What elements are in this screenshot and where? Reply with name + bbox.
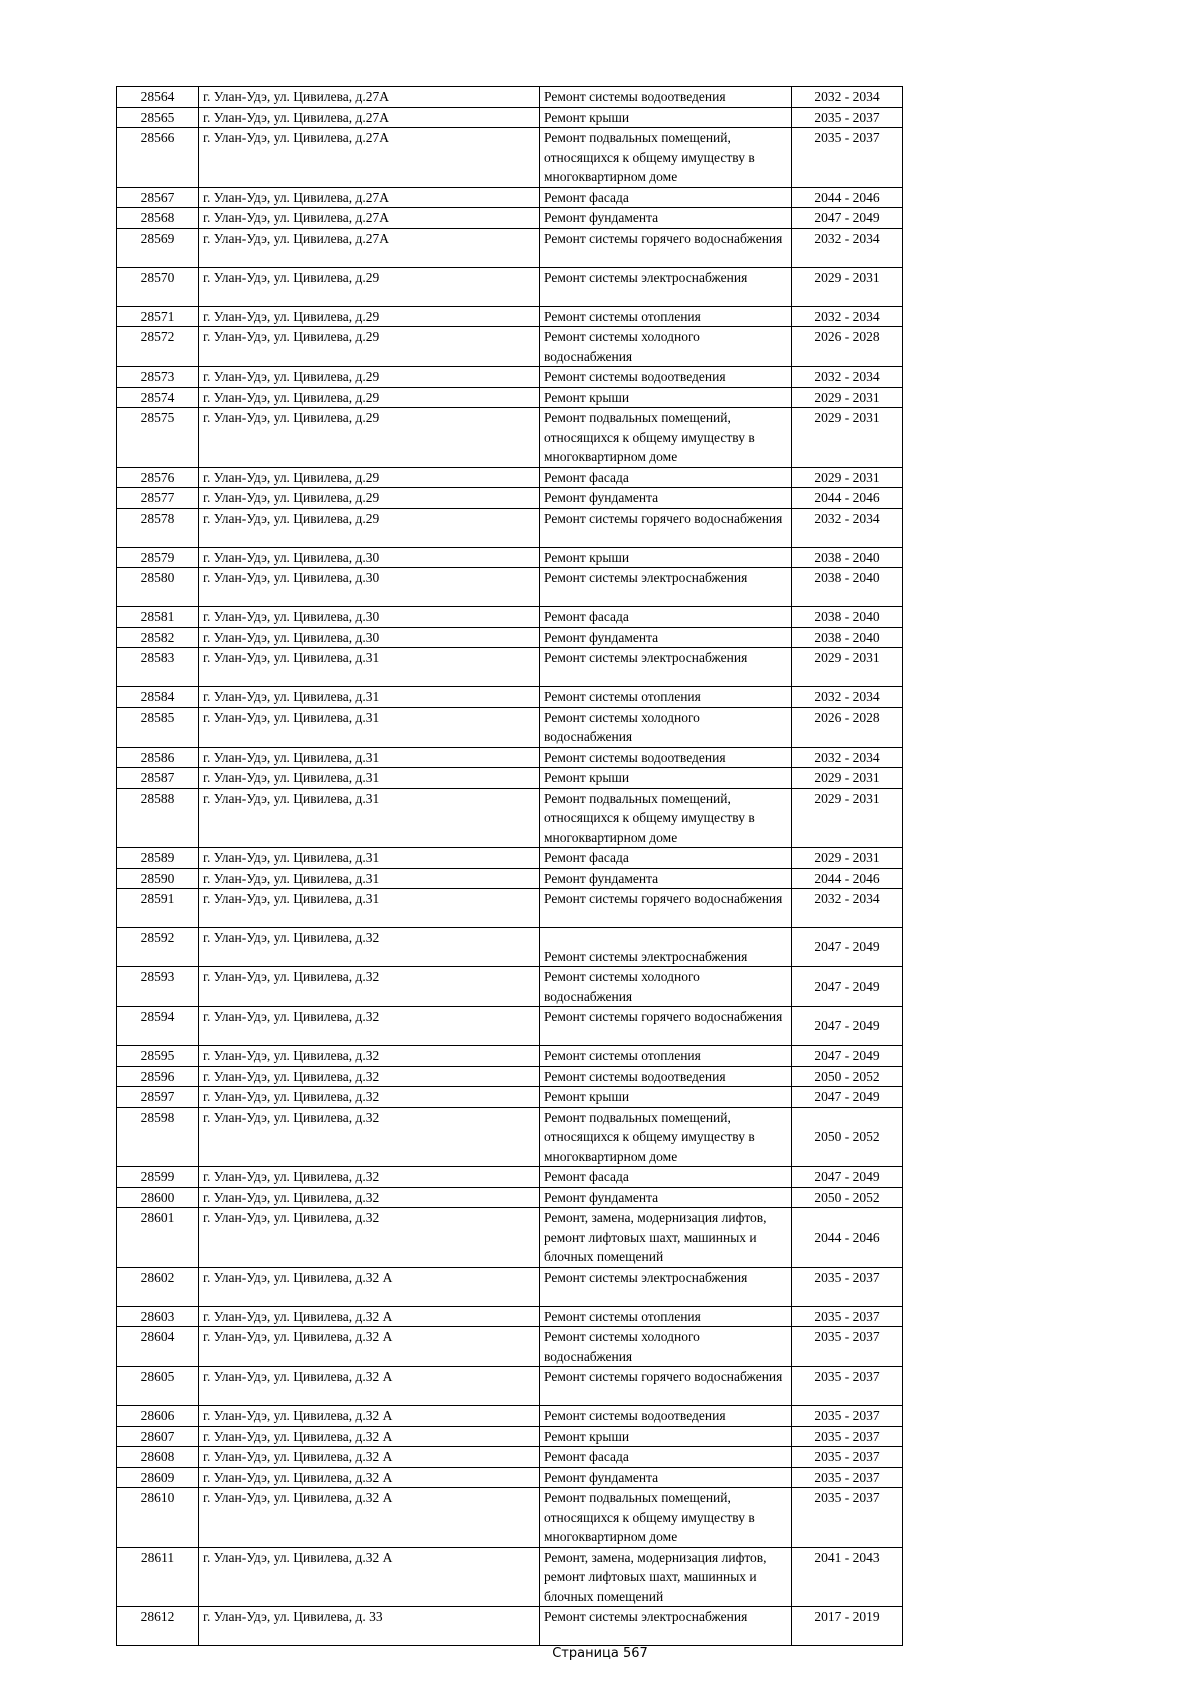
row-number-cell: 28569 — [117, 228, 199, 267]
period-cell: 2050 - 2052 — [792, 1066, 903, 1087]
work-type-cell: Ремонт системы отопления — [540, 1306, 792, 1327]
period-cell: 2032 - 2034 — [792, 228, 903, 267]
row-number-cell: 28599 — [117, 1167, 199, 1188]
table-row — [117, 627, 903, 648]
address-cell: г. Улан-Удэ, ул. Цивилева, д.32 — [199, 1167, 540, 1188]
period-cell: 2029 - 2031 — [792, 387, 903, 408]
period-cell: 2035 - 2037 — [792, 1306, 903, 1327]
period-cell: 2047 - 2049 — [792, 928, 903, 967]
address-cell: г. Улан-Удэ, ул. Цивилева, д.32 А — [199, 1426, 540, 1447]
work-type-cell: Ремонт системы электроснабжения — [540, 267, 792, 306]
period-cell: 2035 - 2037 — [792, 1327, 903, 1367]
table-row — [117, 967, 903, 1007]
row-number-cell: 28564 — [117, 87, 199, 108]
table-row — [117, 707, 903, 747]
address-cell: г. Улан-Удэ, ул. Цивилева, д.27А — [199, 228, 540, 267]
address-cell: г. Улан-Удэ, ул. Цивилева, д.31 — [199, 848, 540, 869]
address-cell: г. Улан-Удэ, ул. Цивилева, д.31 — [199, 648, 540, 687]
work-type-cell: Ремонт подвальных помещений, относящихся к общему имуществу в многоквартирном доме — [540, 128, 792, 188]
row-number-cell: 28600 — [117, 1187, 199, 1208]
period-cell: 2050 - 2052 — [792, 1107, 903, 1167]
table-row — [117, 1107, 903, 1167]
address-cell: г. Улан-Удэ, ул. Цивилева, д.27А — [199, 208, 540, 229]
table-row — [117, 208, 903, 229]
period-cell: 2050 - 2052 — [792, 1187, 903, 1208]
address-cell: г. Улан-Удэ, ул. Цивилева, д.29 — [199, 327, 540, 367]
period-cell: 2035 - 2037 — [792, 128, 903, 188]
period-cell: 2017 - 2019 — [792, 1607, 903, 1646]
row-number-cell: 28585 — [117, 707, 199, 747]
period-cell: 2047 - 2049 — [792, 208, 903, 229]
address-cell: г. Улан-Удэ, ул. Цивилева, д.32 — [199, 1066, 540, 1087]
work-type-cell: Ремонт системы водоотведения — [540, 1406, 792, 1427]
work-type-cell: Ремонт крыши — [540, 1087, 792, 1108]
work-type-cell: Ремонт фасада — [540, 1167, 792, 1188]
table-row — [117, 568, 903, 607]
period-cell: 2047 - 2049 — [792, 967, 903, 1007]
row-number-cell: 28584 — [117, 687, 199, 708]
work-type-cell: Ремонт системы электроснабжения — [540, 568, 792, 607]
period-cell: 2035 - 2037 — [792, 1426, 903, 1447]
table-row — [117, 1406, 903, 1427]
row-number-cell: 28579 — [117, 547, 199, 568]
table-row — [117, 547, 903, 568]
work-type-cell: Ремонт подвальных помещений, относящихся к общему имуществу в многоквартирном доме — [540, 788, 792, 848]
address-cell: г. Улан-Удэ, ул. Цивилева, д.32 — [199, 1007, 540, 1046]
table-row — [117, 1046, 903, 1067]
work-type-cell: Ремонт фасада — [540, 187, 792, 208]
period-cell: 2035 - 2037 — [792, 1488, 903, 1548]
address-cell: г. Улан-Удэ, ул. Цивилева, д.32 — [199, 928, 540, 967]
work-type-cell: Ремонт системы холодного водоснабжения — [540, 707, 792, 747]
work-type-cell: Ремонт фундамента — [540, 627, 792, 648]
address-cell: г. Улан-Удэ, ул. Цивилева, д.32 — [199, 1087, 540, 1108]
address-cell: г. Улан-Удэ, ул. Цивилева, д.32 А — [199, 1406, 540, 1427]
row-number-cell: 28603 — [117, 1306, 199, 1327]
work-type-cell: Ремонт, замена, модернизация лифтов, ремонт лифтовых шахт, машинных и блочных помещений — [540, 1547, 792, 1607]
period-cell: 2038 - 2040 — [792, 607, 903, 628]
address-cell: г. Улан-Удэ, ул. Цивилева, д.32 А — [199, 1327, 540, 1367]
period-cell: 2044 - 2046 — [792, 1208, 903, 1268]
table-row — [117, 306, 903, 327]
period-cell: 2032 - 2034 — [792, 889, 903, 928]
period-cell: 2047 - 2049 — [792, 1087, 903, 1108]
row-number-cell: 28597 — [117, 1087, 199, 1108]
table-row — [117, 747, 903, 768]
row-number-cell: 28589 — [117, 848, 199, 869]
period-cell: 2047 - 2049 — [792, 1167, 903, 1188]
address-cell: г. Улан-Удэ, ул. Цивилева, д.32 А — [199, 1447, 540, 1468]
address-cell: г. Улан-Удэ, ул. Цивилева, д.32 — [199, 967, 540, 1007]
row-number-cell: 28587 — [117, 768, 199, 789]
table-row — [117, 889, 903, 928]
row-number-cell: 28583 — [117, 648, 199, 687]
address-cell: г. Улан-Удэ, ул. Цивилева, д.29 — [199, 267, 540, 306]
row-number-cell: 28577 — [117, 488, 199, 509]
work-type-cell: Ремонт подвальных помещений, относящихся к общему имуществу в многоквартирном доме — [540, 1107, 792, 1167]
work-type-cell: Ремонт крыши — [540, 768, 792, 789]
address-cell: г. Улан-Удэ, ул. Цивилева, д.31 — [199, 868, 540, 889]
table-row — [117, 1607, 903, 1646]
table-row — [117, 1187, 903, 1208]
address-cell: г. Улан-Удэ, ул. Цивилева, д.30 — [199, 607, 540, 628]
period-cell: 2041 - 2043 — [792, 1547, 903, 1607]
table-row — [117, 1467, 903, 1488]
table-row — [117, 648, 903, 687]
address-cell: г. Улан-Удэ, ул. Цивилева, д.32 А — [199, 1488, 540, 1548]
work-type-cell: Ремонт системы холодного водоснабжения — [540, 967, 792, 1007]
row-number-cell: 28586 — [117, 747, 199, 768]
work-type-cell: Ремонт, замена, модернизация лифтов, ремонт лифтовых шахт, машинных и блочных помещений — [540, 1208, 792, 1268]
row-number-cell: 28592 — [117, 928, 199, 967]
period-cell: 2035 - 2037 — [792, 1267, 903, 1306]
row-number-cell: 28604 — [117, 1327, 199, 1367]
row-number-cell: 28611 — [117, 1547, 199, 1607]
row-number-cell: 28595 — [117, 1046, 199, 1067]
row-number-cell: 28568 — [117, 208, 199, 229]
period-cell: 2044 - 2046 — [792, 187, 903, 208]
address-cell: г. Улан-Удэ, ул. Цивилева, д.29 — [199, 488, 540, 509]
address-cell: г. Улан-Удэ, ул. Цивилева, д.30 — [199, 627, 540, 648]
address-cell: г. Улан-Удэ, ул. Цивилева, д.29 — [199, 387, 540, 408]
work-type-cell: Ремонт системы горячего водоснабжения — [540, 1007, 792, 1046]
period-cell: 2026 - 2028 — [792, 707, 903, 747]
row-number-cell: 28580 — [117, 568, 199, 607]
table-row — [117, 187, 903, 208]
address-cell: г. Улан-Удэ, ул. Цивилева, д.32 — [199, 1107, 540, 1167]
table-row — [117, 1066, 903, 1087]
table-row — [117, 1208, 903, 1268]
row-number-cell: 28573 — [117, 367, 199, 388]
table-row — [117, 128, 903, 188]
address-cell: г. Улан-Удэ, ул. Цивилева, д.32 А — [199, 1547, 540, 1607]
address-cell: г. Улан-Удэ, ул. Цивилева, д.32 А — [199, 1467, 540, 1488]
table-row — [117, 788, 903, 848]
row-number-cell: 28607 — [117, 1426, 199, 1447]
row-number-cell: 28596 — [117, 1066, 199, 1087]
work-type-cell: Ремонт фундамента — [540, 868, 792, 889]
table-row — [117, 1426, 903, 1447]
row-number-cell: 28593 — [117, 967, 199, 1007]
row-number-cell: 28588 — [117, 788, 199, 848]
work-type-cell: Ремонт системы отопления — [540, 306, 792, 327]
table-row — [117, 1547, 903, 1607]
table-row — [117, 1007, 903, 1046]
period-cell: 2026 - 2028 — [792, 327, 903, 367]
address-cell: г. Улан-Удэ, ул. Цивилева, д. 33 — [199, 1607, 540, 1646]
work-type-cell: Ремонт подвальных помещений, относящихся к общему имуществу в многоквартирном доме — [540, 408, 792, 468]
row-number-cell: 28608 — [117, 1447, 199, 1468]
table-row — [117, 1306, 903, 1327]
period-cell: 2029 - 2031 — [792, 267, 903, 306]
table-body — [117, 87, 903, 1646]
work-type-cell: Ремонт фундамента — [540, 1187, 792, 1208]
work-type-cell: Ремонт системы отопления — [540, 1046, 792, 1067]
work-type-cell: Ремонт фундамента — [540, 1467, 792, 1488]
row-number-cell: 28570 — [117, 267, 199, 306]
address-cell: г. Улан-Удэ, ул. Цивилева, д.31 — [199, 768, 540, 789]
table-row — [117, 87, 903, 108]
work-type-cell: Ремонт фундамента — [540, 208, 792, 229]
work-type-cell: Ремонт системы холодного водоснабжения — [540, 1327, 792, 1367]
row-number-cell: 28571 — [117, 306, 199, 327]
row-number-cell: 28594 — [117, 1007, 199, 1046]
work-type-cell: Ремонт системы горячего водоснабжения — [540, 1367, 792, 1406]
row-number-cell: 28606 — [117, 1406, 199, 1427]
row-number-cell: 28575 — [117, 408, 199, 468]
row-number-cell: 28601 — [117, 1208, 199, 1268]
work-type-cell: Ремонт системы водоотведения — [540, 87, 792, 108]
address-cell: г. Улан-Удэ, ул. Цивилева, д.30 — [199, 547, 540, 568]
work-type-cell: Ремонт системы горячего водоснабжения — [540, 508, 792, 547]
table-row — [117, 868, 903, 889]
table-row — [117, 1327, 903, 1367]
period-cell: 2035 - 2037 — [792, 107, 903, 128]
row-number-cell: 28609 — [117, 1467, 199, 1488]
period-cell: 2035 - 2037 — [792, 1406, 903, 1427]
address-cell: г. Улан-Удэ, ул. Цивилева, д.31 — [199, 747, 540, 768]
address-cell: г. Улан-Удэ, ул. Цивилева, д.32 — [199, 1046, 540, 1067]
row-number-cell: 28591 — [117, 889, 199, 928]
address-cell: г. Улан-Удэ, ул. Цивилева, д.31 — [199, 889, 540, 928]
period-cell: 2032 - 2034 — [792, 87, 903, 108]
work-type-cell: Ремонт подвальных помещений, относящихся к общему имуществу в многоквартирном доме — [540, 1488, 792, 1548]
table-row — [117, 1447, 903, 1468]
period-cell: 2032 - 2034 — [792, 747, 903, 768]
period-cell: 2035 - 2037 — [792, 1467, 903, 1488]
period-cell: 2029 - 2031 — [792, 467, 903, 488]
period-cell: 2038 - 2040 — [792, 627, 903, 648]
table-row — [117, 467, 903, 488]
row-number-cell: 28581 — [117, 607, 199, 628]
table-row — [117, 687, 903, 708]
address-cell: г. Улан-Удэ, ул. Цивилева, д.32 А — [199, 1306, 540, 1327]
work-type-cell: Ремонт крыши — [540, 1426, 792, 1447]
table-row — [117, 508, 903, 547]
work-type-cell: Ремонт системы холодного водоснабжения — [540, 327, 792, 367]
row-number-cell: 28567 — [117, 187, 199, 208]
table-row — [117, 1367, 903, 1406]
work-type-cell: Ремонт крыши — [540, 547, 792, 568]
period-cell: 2038 - 2040 — [792, 547, 903, 568]
period-cell: 2047 - 2049 — [792, 1046, 903, 1067]
address-cell: г. Улан-Удэ, ул. Цивилева, д.27А — [199, 87, 540, 108]
period-cell: 2029 - 2031 — [792, 648, 903, 687]
address-cell: г. Улан-Удэ, ул. Цивилева, д.29 — [199, 408, 540, 468]
period-cell: 2038 - 2040 — [792, 568, 903, 607]
period-cell: 2035 - 2037 — [792, 1447, 903, 1468]
period-cell: 2029 - 2031 — [792, 788, 903, 848]
work-type-cell: Ремонт фасада — [540, 848, 792, 869]
address-cell: г. Улан-Удэ, ул. Цивилева, д.27А — [199, 187, 540, 208]
address-cell: г. Улан-Удэ, ул. Цивилева, д.31 — [199, 687, 540, 708]
period-cell: 2032 - 2034 — [792, 687, 903, 708]
period-cell: 2032 - 2034 — [792, 367, 903, 388]
row-number-cell: 28572 — [117, 327, 199, 367]
address-cell: г. Улан-Удэ, ул. Цивилева, д.32 А — [199, 1367, 540, 1406]
table-row — [117, 408, 903, 468]
table-row — [117, 1267, 903, 1306]
work-type-cell: Ремонт системы электроснабжения — [540, 1607, 792, 1646]
work-type-cell: Ремонт системы электроснабжения — [540, 648, 792, 687]
row-number-cell: 28582 — [117, 627, 199, 648]
row-number-cell: 28598 — [117, 1107, 199, 1167]
address-cell: г. Улан-Удэ, ул. Цивилева, д.30 — [199, 568, 540, 607]
table-row — [117, 267, 903, 306]
page-number: Страница 567 — [552, 1646, 648, 1661]
work-type-cell: Ремонт системы водоотведения — [540, 1066, 792, 1087]
row-number-cell: 28576 — [117, 467, 199, 488]
address-cell: г. Улан-Удэ, ул. Цивилева, д.29 — [199, 306, 540, 327]
row-number-cell: 28574 — [117, 387, 199, 408]
row-number-cell: 28605 — [117, 1367, 199, 1406]
period-cell: 2029 - 2031 — [792, 848, 903, 869]
address-cell: г. Улан-Удэ, ул. Цивилева, д.32 — [199, 1208, 540, 1268]
work-type-cell: Ремонт системы электроснабжения — [540, 928, 792, 967]
period-cell: 2044 - 2046 — [792, 868, 903, 889]
work-type-cell: Ремонт фасада — [540, 607, 792, 628]
row-number-cell: 28578 — [117, 508, 199, 547]
period-cell: 2029 - 2031 — [792, 408, 903, 468]
period-cell: 2032 - 2034 — [792, 508, 903, 547]
row-number-cell: 28612 — [117, 1607, 199, 1646]
table-row — [117, 1167, 903, 1188]
period-cell: 2047 - 2049 — [792, 1007, 903, 1046]
table-row — [117, 488, 903, 509]
address-cell: г. Улан-Удэ, ул. Цивилева, д.27А — [199, 128, 540, 188]
table-row — [117, 607, 903, 628]
table-row — [117, 1087, 903, 1108]
work-type-cell: Ремонт системы горячего водоснабжения — [540, 889, 792, 928]
table-row — [117, 1488, 903, 1548]
address-cell: г. Улан-Удэ, ул. Цивилева, д.32 А — [199, 1267, 540, 1306]
work-type-cell: Ремонт фасада — [540, 1447, 792, 1468]
address-cell: г. Улан-Удэ, ул. Цивилева, д.29 — [199, 467, 540, 488]
work-type-cell: Ремонт фундамента — [540, 488, 792, 509]
table-row — [117, 848, 903, 869]
table-row — [117, 367, 903, 388]
work-type-cell: Ремонт крыши — [540, 387, 792, 408]
work-type-cell: Ремонт системы водоотведения — [540, 747, 792, 768]
row-number-cell: 28610 — [117, 1488, 199, 1548]
work-type-cell: Ремонт системы водоотведения — [540, 367, 792, 388]
address-cell: г. Улан-Удэ, ул. Цивилева, д.32 — [199, 1187, 540, 1208]
address-cell: г. Улан-Удэ, ул. Цивилева, д.31 — [199, 788, 540, 848]
period-cell: 2044 - 2046 — [792, 488, 903, 509]
address-cell: г. Улан-Удэ, ул. Цивилева, д.31 — [199, 707, 540, 747]
table-row — [117, 768, 903, 789]
work-type-cell: Ремонт фасада — [540, 467, 792, 488]
work-type-cell: Ремонт крыши — [540, 107, 792, 128]
table-row — [117, 387, 903, 408]
capital-repair-table — [116, 86, 903, 1646]
table-row — [117, 928, 903, 967]
row-number-cell: 28590 — [117, 868, 199, 889]
address-cell: г. Улан-Удэ, ул. Цивилева, д.29 — [199, 508, 540, 547]
table-row — [117, 228, 903, 267]
work-type-cell: Ремонт системы горячего водоснабжения — [540, 228, 792, 267]
table-row — [117, 107, 903, 128]
work-type-cell: Ремонт системы отопления — [540, 687, 792, 708]
work-type-cell: Ремонт системы электроснабжения — [540, 1267, 792, 1306]
row-number-cell: 28566 — [117, 128, 199, 188]
period-cell: 2032 - 2034 — [792, 306, 903, 327]
address-cell: г. Улан-Удэ, ул. Цивилева, д.27А — [199, 107, 540, 128]
row-number-cell: 28565 — [117, 107, 199, 128]
row-number-cell: 28602 — [117, 1267, 199, 1306]
period-cell: 2029 - 2031 — [792, 768, 903, 789]
table-row — [117, 327, 903, 367]
period-cell: 2035 - 2037 — [792, 1367, 903, 1406]
address-cell: г. Улан-Удэ, ул. Цивилева, д.29 — [199, 367, 540, 388]
